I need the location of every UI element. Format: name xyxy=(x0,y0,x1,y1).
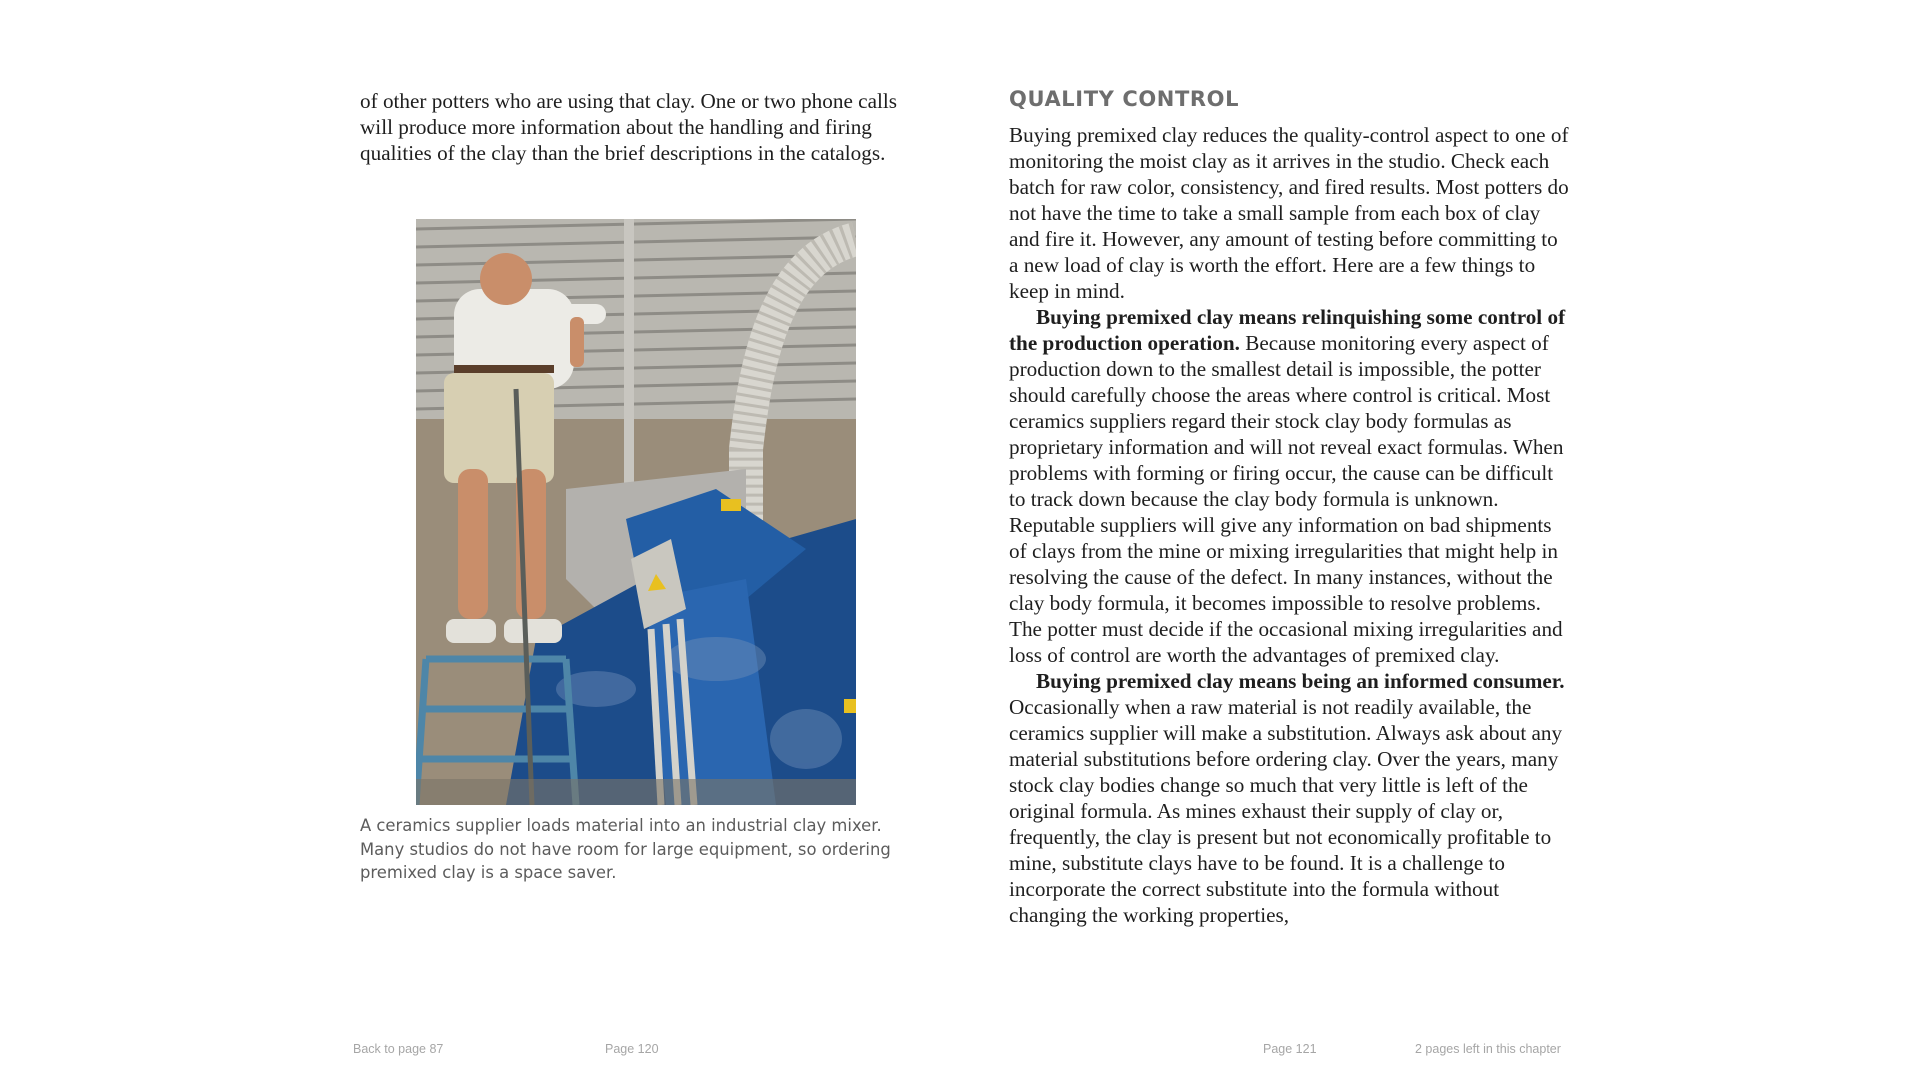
chapter-pages-remaining: 2 pages left in this chapter xyxy=(1415,1042,1561,1056)
left-paragraph: of other potters who are using that clay. One or two phone calls will produce more information about the handling and firing qualities of the clay than the brief descriptions in the catalogs. xyxy=(360,89,897,165)
back-to-page-link[interactable]: Back to page 87 xyxy=(353,1042,444,1056)
intro-paragraph: Buying premixed clay reduces the quality-control aspect to one of monitoring the moist clay as it arrives in the studio. Check each batch for raw color, consistency, and fired results. Most potters do not have the time to take a small sample from each box of clay and fire it. However, any amount of testing before committing to a new load of clay is worth the effort. Here are a few things to keep in mind. xyxy=(1009,123,1569,303)
point-1-lead: Buying premixed clay means relinquishing some control of the production operation. xyxy=(1009,305,1566,355)
section-heading: QUALITY CONTROL xyxy=(1009,87,1240,111)
left-page xyxy=(360,88,920,882)
left-page-number: Page 120 xyxy=(605,1042,659,1056)
right-body xyxy=(1009,122,1569,928)
clay-mixer-photo xyxy=(416,219,856,805)
right-page-number: Page 121 xyxy=(1263,1042,1317,1056)
photo-illustration xyxy=(416,219,856,805)
point-2-body: Occasionally when a raw material is not readily available, the ceramics supplier will make a substitution. Always ask about any material substitutions before ordering clay. Over the years, many stock clay bodies change so much that very little is left of the original formula. As mines exhaust their supply of clay or, frequently, the clay is present but not economically profitable to mine, substitute clays have to be found. It is a challenge to incorporate the correct substitute into the formula without changing the working properties, xyxy=(1009,695,1563,927)
point-1-paragraph xyxy=(1009,304,1569,668)
right-page xyxy=(1009,88,1569,928)
point-1-body: Because monitoring every aspect of production down to the smallest detail is impossible, the potter should carefully choose the areas where control is critical. Most ceramics suppliers regard their stock clay body formulas as proprietary information and will not reveal exact formulas. When problems with forming or firing occur, the cause can be difficult to track down because the clay body formula is unknown. Reputable suppliers will give any information on bad shipments of clays from the mine or mixing irregularities that might help in resolving the cause of the defect. In many instances, without the clay body formula, it becomes impossible to resolve problems. The potter must decide if the occasional mixing irregularities and loss of control are worth the advantages of premixed clay. xyxy=(1009,331,1564,667)
photo-caption: A ceramics supplier loads material into an industrial clay mixer. Many studios do not have room for large equipment, so ordering premixed clay is a space saver. xyxy=(360,816,891,882)
point-2-lead: Buying premixed clay means being an informed consumer. xyxy=(1036,669,1565,693)
point-2-paragraph xyxy=(1009,668,1569,928)
